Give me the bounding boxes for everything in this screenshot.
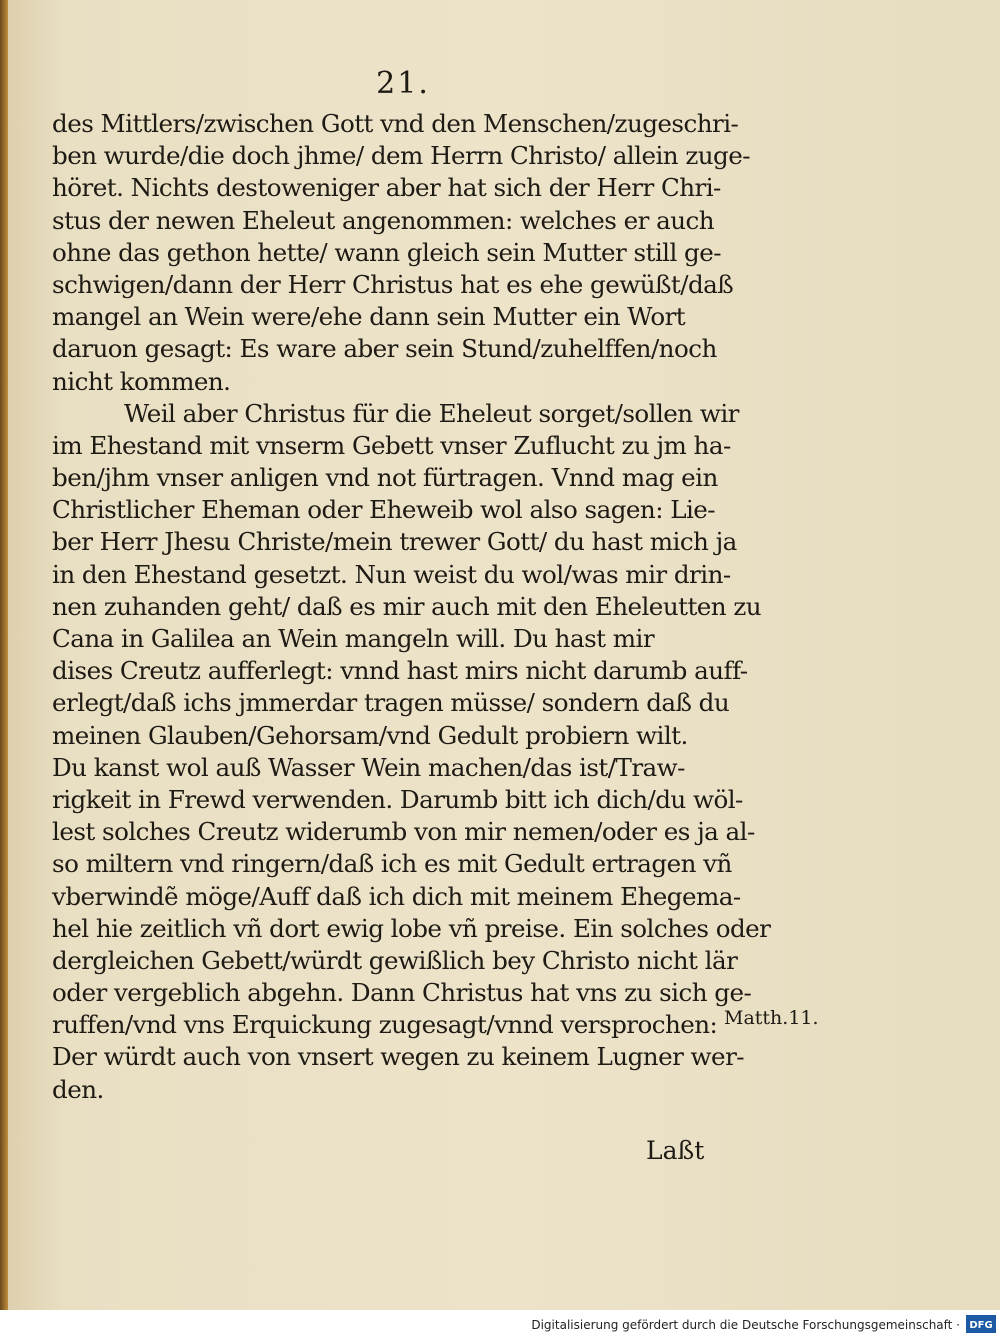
- text-line: Der würdt auch von vnsert wegen zu keinem Lugner wer-: [52, 1042, 745, 1072]
- text-line: hel hie zeitlich vñ dort ewig lobe vñ preise. Ein solches oder: [52, 913, 771, 943]
- text-line: lest solches Creutz widerumb von mir nemen/oder es ja al-: [52, 817, 755, 847]
- text-line: ruffen/vnd vns Erquickung zugesagt/vnnd versprochen:: [52, 1010, 718, 1040]
- text-line: oder vergeblich abgehn. Dann Christus hat vns zu sich ge-: [52, 978, 752, 1008]
- text-line: nicht kommen.: [52, 366, 231, 396]
- dfg-logo-icon: [966, 1315, 996, 1333]
- text-block: [52, 108, 771, 1106]
- text-line: ber Herr Jhesu Christe/mein trewer Gott/ du hast mich ja: [52, 527, 737, 557]
- text-line: erlegt/daß ichs jmmerdar tragen müsse/ sondern daß du: [52, 688, 730, 718]
- text-line: daruon gesagt: Es ware aber sein Stund/zuhelffen/noch: [52, 334, 717, 364]
- text-line: ohne das gethon hette/ wann gleich sein Mutter still ge-: [52, 237, 722, 267]
- text-line: im Ehestand mit vnserm Gebett vnser Zuflucht zu jm ha-: [52, 430, 731, 460]
- text-line: Cana in Galilea an Wein mangeln will. Du hast mir: [52, 624, 655, 653]
- text-line: dises Creutz aufferlegt: vnnd hast mirs nicht darumb auff-: [52, 656, 748, 686]
- catchword: Laßt: [646, 1136, 705, 1165]
- funding-credit: Digitalisierung gefördert durch die Deutsche Forschungsgemeinschaft ·: [531, 1318, 960, 1332]
- text-line: stus der newen Eheleut angenommen: welches er auch: [52, 205, 715, 235]
- text-line: vberwindẽ möge/Auff daß ich dich mit meinem Ehegema-: [52, 881, 741, 911]
- book-page: [8, 0, 1000, 1310]
- text-line: so miltern vnd ringern/daß ich es mit Gedult ertragen vñ: [52, 849, 732, 879]
- paragraph-start-line: Weil aber Christus für die Eheleut sorget/sollen wir: [124, 398, 739, 428]
- marginal-reference: Matth.11.: [724, 1007, 819, 1029]
- text-line: nen zuhanden geht/ daß es mir auch mit den Eheleutten zu: [52, 591, 762, 621]
- text-line: meinen Glauben/Gehorsam/vnd Gedult probiern wilt.: [52, 720, 688, 750]
- text-line: höret. Nichts destoweniger aber hat sich der Herr Chri-: [52, 173, 721, 203]
- footer-bar: [0, 1310, 1000, 1340]
- text-line: ben/jhm vnser anligen vnd not fürtragen. Vnnd mag ein: [52, 463, 718, 493]
- text-line: Christlicher Eheman oder Eheweib wol also sagen: Lie-: [52, 495, 716, 525]
- text-line: mangel an Wein were/ehe dann sein Mutter ein Wort: [52, 302, 686, 332]
- text-line: den.: [52, 1074, 104, 1104]
- text-line: schwigen/dann der Herr Christus hat es ehe gewüßt/daß: [52, 269, 734, 299]
- text-line: ben wurde/die doch jhme/ dem Herrn Christo/ allein zuge-: [52, 141, 750, 171]
- text-line: Du kanst wol auß Wasser Wein machen/das ist/Traw-: [52, 752, 685, 782]
- text-line: in den Ehestand gesetzt. Nun weist du wol/was mir drin-: [52, 559, 731, 589]
- text-line: des Mittlers/zwischen Gott vnd den Menschen/zugeschri-: [52, 109, 739, 138]
- page-number: 21.: [376, 66, 430, 101]
- text-line: rigkeit in Frewd verwenden. Darumb bitt ich dich/du wöl-: [52, 784, 743, 814]
- dfg-logo-text: DFG: [969, 1320, 993, 1331]
- text-line: dergleichen Gebett/würdt gewißlich bey Christo nicht lär: [52, 945, 738, 975]
